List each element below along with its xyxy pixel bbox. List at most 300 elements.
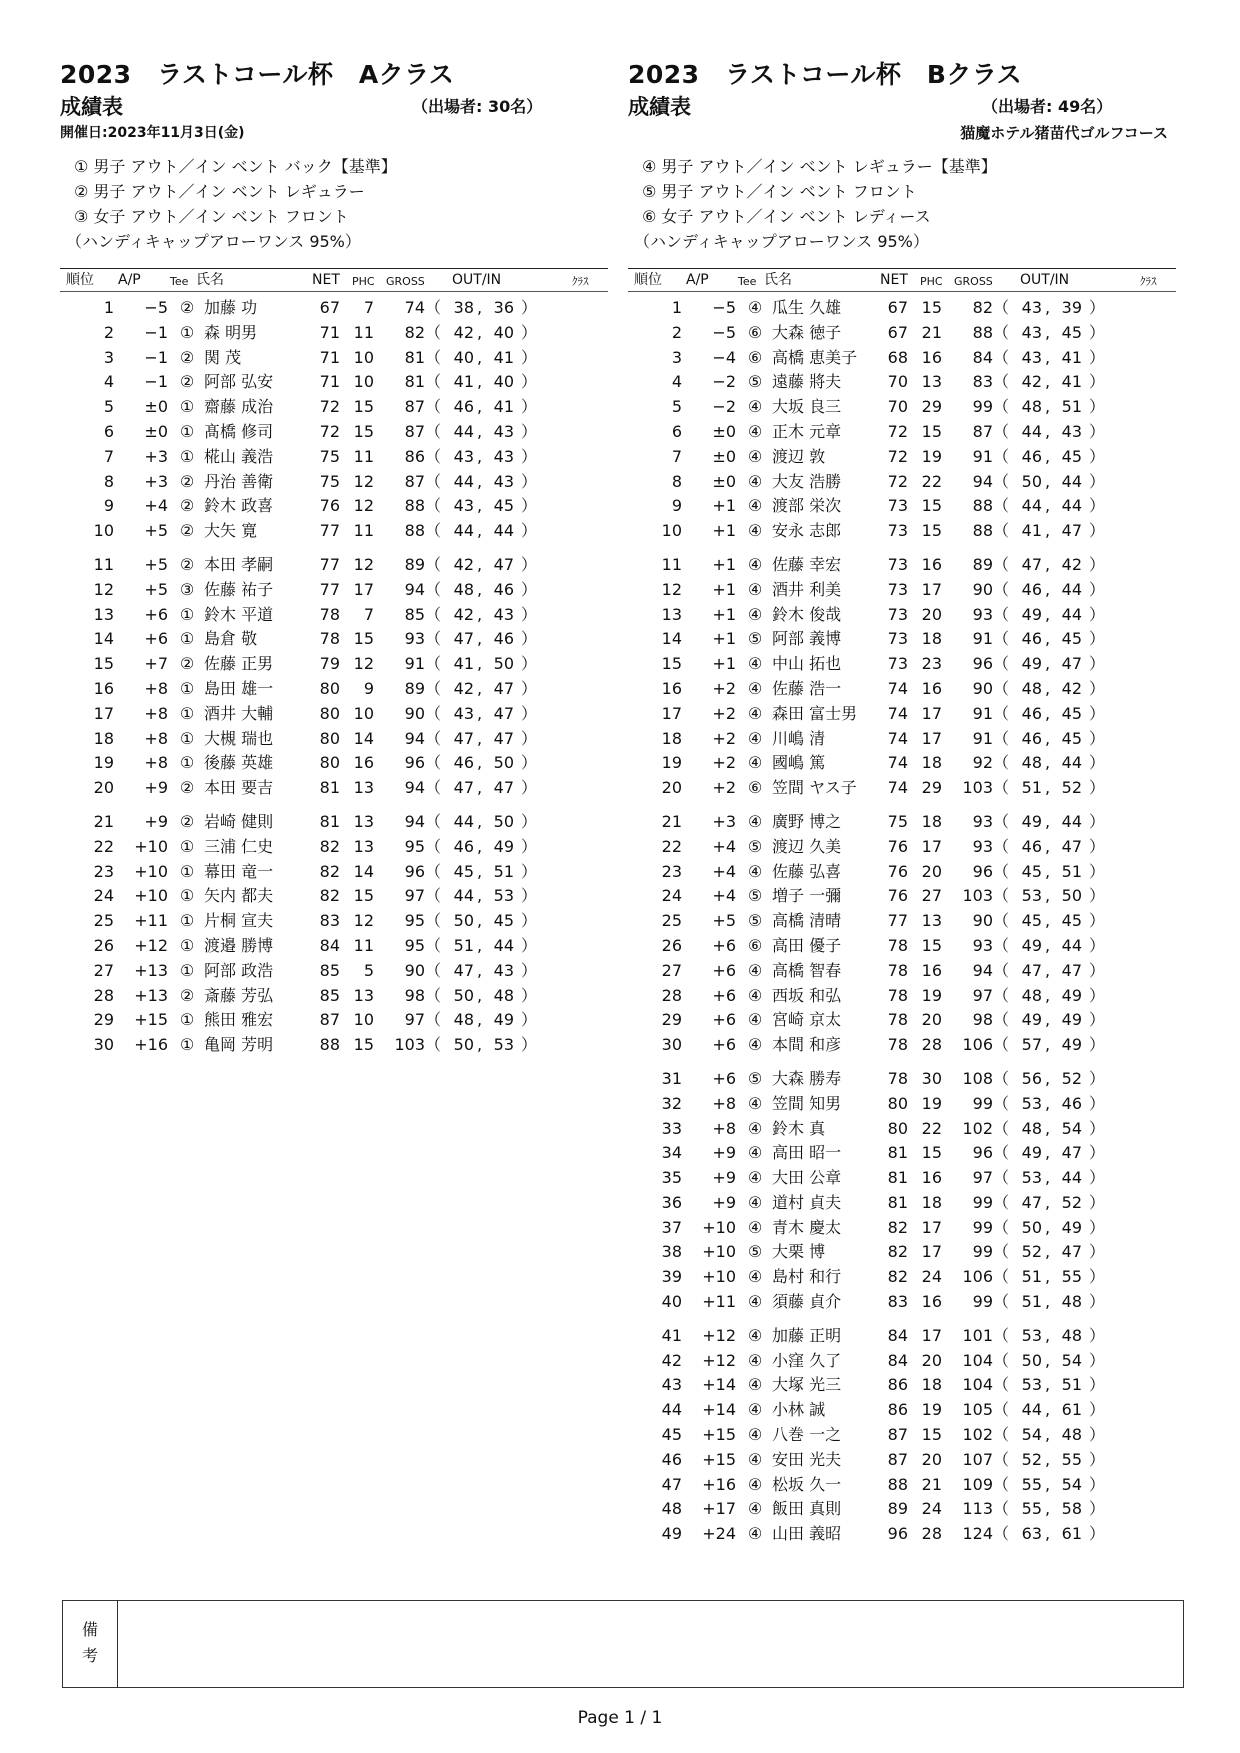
out-cell: 42 [1021, 372, 1042, 392]
net-cell: 73 [887, 521, 908, 541]
header-outin: OUT/IN [452, 272, 502, 288]
tee-cell: ② [179, 298, 195, 317]
phc-cell: 10 [353, 372, 374, 392]
gross-cell: 103 [962, 886, 993, 906]
net-cell: 74 [887, 778, 908, 798]
gross-cell: 94 [404, 579, 425, 599]
out-cell: 48 [1021, 678, 1042, 698]
phc-cell: 16 [353, 753, 374, 773]
out-cell: 43 [453, 703, 474, 723]
tee-cell: ① [179, 629, 195, 649]
rank-cell: 8 [671, 471, 682, 491]
net-cell: 77 [319, 554, 340, 574]
page-number: Page 1 / 1 [577, 1708, 663, 1728]
comma: , [1045, 322, 1051, 342]
close-paren: ） [521, 579, 538, 599]
table-row [628, 959, 1176, 984]
in-cell: 44 [1061, 1168, 1082, 1188]
open-paren: （ [425, 911, 442, 931]
in-cell: 46 [493, 579, 514, 599]
comma: , [1045, 985, 1051, 1005]
out-cell: 42 [453, 322, 474, 342]
comma: , [1045, 1168, 1051, 1188]
gross-cell: 99 [972, 1192, 993, 1212]
header-net: NET [312, 272, 340, 288]
close-paren: ） [1089, 1217, 1106, 1237]
rank-cell: 47 [661, 1474, 682, 1494]
net-cell: 96 [887, 1524, 908, 1544]
ap-cell: +1 [712, 654, 736, 674]
gross-cell: 98 [972, 1010, 993, 1030]
net-cell: 72 [887, 471, 908, 491]
name-cell: 大坂 良三 [772, 397, 842, 417]
ap-cell: +12 [702, 1325, 736, 1345]
comma: , [477, 678, 483, 698]
close-paren: ） [1089, 703, 1106, 723]
name-cell: 岩崎 健則 [204, 811, 274, 831]
comma: , [1045, 886, 1051, 906]
net-cell: 76 [887, 886, 908, 906]
rank-cell: 10 [93, 521, 114, 541]
name-cell: 三浦 仁史 [204, 836, 274, 856]
close-paren: ） [1089, 1068, 1106, 1088]
rank-cell: 17 [93, 703, 114, 723]
comma: , [1045, 1350, 1051, 1370]
open-paren: （ [993, 322, 1010, 342]
phc-cell: 19 [921, 1093, 942, 1113]
out-cell: 46 [1021, 629, 1042, 649]
comma: , [1045, 397, 1051, 417]
table-row [628, 1067, 1176, 1092]
ap-cell: +2 [712, 678, 736, 698]
comma: , [1045, 1499, 1051, 1519]
rank-cell: 17 [661, 703, 682, 723]
phc-cell: 29 [921, 397, 942, 417]
rank-cell: 40 [661, 1292, 682, 1312]
open-paren: （ [425, 960, 442, 980]
open-paren: （ [993, 1267, 1010, 1287]
out-cell: 48 [1021, 753, 1042, 773]
tee-cell: ④ [747, 521, 763, 541]
phc-cell: 7 [363, 604, 374, 624]
in-cell: 48 [1061, 1425, 1082, 1445]
gross-cell: 94 [404, 778, 425, 798]
net-cell: 75 [319, 471, 340, 491]
in-cell: 36 [493, 298, 514, 317]
header-phc: PHC [352, 275, 375, 288]
net-cell: 87 [319, 1010, 340, 1030]
table-row [60, 519, 608, 544]
net-cell: 83 [319, 911, 340, 931]
tee-cell: ⑤ [747, 372, 763, 392]
in-cell: 47 [493, 554, 514, 574]
ap-cell: +14 [702, 1375, 736, 1395]
table-row [628, 652, 1176, 677]
out-cell: 50 [453, 985, 474, 1005]
comma: , [1045, 1400, 1051, 1420]
close-paren: ） [521, 985, 538, 1005]
phc-cell: 22 [921, 471, 942, 491]
rank-cell: 49 [661, 1524, 682, 1544]
comma: , [1045, 753, 1051, 773]
table-row [60, 835, 608, 860]
ap-cell: +16 [134, 1035, 168, 1055]
net-cell: 78 [887, 1068, 908, 1088]
comma: , [1045, 1425, 1051, 1445]
net-cell: 81 [319, 811, 340, 831]
ap-cell: +9 [144, 811, 168, 831]
phc-cell: 20 [921, 861, 942, 881]
name-cell: 関 茂 [204, 347, 242, 367]
gross-cell: 95 [404, 935, 425, 955]
close-paren: ） [1089, 1499, 1106, 1519]
net-cell: 67 [319, 298, 340, 317]
phc-cell: 12 [353, 911, 374, 931]
tee-cell: ④ [747, 811, 763, 831]
ap-cell: +17 [702, 1499, 736, 1519]
out-cell: 48 [453, 579, 474, 599]
net-cell: 84 [319, 935, 340, 955]
out-cell: 63 [1021, 1524, 1042, 1544]
name-cell: 高橋 恵美子 [772, 347, 858, 367]
open-paren: （ [425, 985, 442, 1005]
table-row [628, 1398, 1176, 1423]
net-cell: 75 [887, 811, 908, 831]
ap-cell: +16 [702, 1474, 736, 1494]
in-cell: 58 [1061, 1499, 1082, 1519]
rank-cell: 28 [661, 985, 682, 1005]
comma: , [477, 836, 483, 856]
phc-cell: 17 [921, 703, 942, 723]
net-cell: 81 [319, 778, 340, 798]
net-cell: 84 [887, 1350, 908, 1370]
net-cell: 71 [319, 347, 340, 367]
open-paren: （ [993, 1350, 1010, 1370]
name-cell: 阿部 弘安 [204, 372, 274, 392]
name-cell: 大矢 寛 [204, 521, 258, 541]
close-paren: ） [521, 554, 538, 574]
close-paren: ） [521, 421, 538, 441]
open-paren: （ [425, 421, 442, 441]
ap-cell: +3 [712, 811, 736, 831]
tee-cell: ① [179, 861, 195, 881]
header-class: ｸﾗｽ [572, 275, 589, 288]
out-cell: 53 [1021, 1375, 1042, 1395]
comma: , [1045, 1035, 1051, 1055]
table-row [628, 984, 1176, 1009]
phc-cell: 18 [921, 753, 942, 773]
out-cell: 50 [1021, 471, 1042, 491]
in-cell: 44 [1061, 579, 1082, 599]
out-cell: 47 [453, 728, 474, 748]
in-cell: 47 [1061, 960, 1082, 980]
rank-cell: 30 [661, 1035, 682, 1055]
gross-cell: 99 [972, 397, 993, 417]
name-cell: 松坂 久一 [772, 1474, 842, 1494]
ap-cell: +3 [144, 446, 168, 466]
table-row [60, 702, 608, 727]
phc-cell: 24 [921, 1499, 942, 1519]
phc-cell: 15 [353, 397, 374, 417]
out-cell: 57 [1021, 1035, 1042, 1055]
in-cell: 44 [1061, 811, 1082, 831]
name-cell: 山田 義昭 [772, 1524, 842, 1544]
ap-cell: +1 [712, 579, 736, 599]
close-paren: ） [521, 836, 538, 856]
open-paren: （ [425, 678, 442, 698]
class-b-panel [628, 58, 1176, 1547]
phc-cell: 13 [353, 778, 374, 798]
table-row [628, 370, 1176, 395]
rank-cell: 39 [661, 1267, 682, 1287]
tee-cell: ① [179, 1035, 195, 1055]
out-cell: 51 [1021, 1267, 1042, 1287]
net-cell: 88 [887, 1474, 908, 1494]
comma: , [477, 886, 483, 906]
comma: , [1045, 1118, 1051, 1138]
phc-cell: 19 [921, 1400, 942, 1420]
handicap-note: （ハンディキャップアローワンス 95%） [634, 232, 929, 251]
phc-cell: 18 [921, 811, 942, 831]
in-cell: 44 [1061, 935, 1082, 955]
comma: , [1045, 521, 1051, 541]
in-cell: 50 [1061, 886, 1082, 906]
open-paren: （ [993, 1217, 1010, 1237]
close-paren: ） [521, 811, 538, 831]
rank-cell: 11 [661, 554, 682, 574]
close-paren: ） [521, 446, 538, 466]
out-cell: 48 [1021, 985, 1042, 1005]
name-cell: 笠間 知男 [772, 1093, 842, 1113]
open-paren: （ [993, 471, 1010, 491]
close-paren: ） [521, 654, 538, 674]
gross-cell: 91 [972, 629, 993, 649]
name-cell: 本田 孝嗣 [204, 554, 274, 574]
name-cell: 丹治 善衛 [204, 471, 274, 491]
tee-cell: ④ [747, 604, 763, 624]
in-cell: 53 [493, 886, 514, 906]
net-cell: 70 [887, 372, 908, 392]
close-paren: ） [1089, 836, 1106, 856]
open-paren: （ [425, 629, 442, 649]
table-row [628, 445, 1176, 470]
comma: , [477, 811, 483, 831]
table-row [60, 370, 608, 395]
ap-cell: ±0 [712, 446, 736, 466]
tee-cell: ④ [747, 1499, 763, 1519]
phc-cell: 7 [363, 298, 374, 317]
table-row [628, 494, 1176, 519]
name-cell: 森田 富士男 [772, 703, 858, 723]
name-cell: 島倉 敬 [204, 629, 258, 649]
phc-cell: 18 [921, 1192, 942, 1212]
ap-cell: +8 [712, 1093, 736, 1113]
open-paren: （ [993, 1499, 1010, 1519]
name-cell: 八巻 一之 [772, 1425, 842, 1445]
open-paren: （ [993, 1375, 1010, 1395]
gross-cell: 88 [972, 322, 993, 342]
comma: , [1045, 347, 1051, 367]
open-paren: （ [425, 778, 442, 798]
in-cell: 43 [493, 446, 514, 466]
gross-cell: 91 [972, 446, 993, 466]
table-row [628, 627, 1176, 652]
rank-cell: 37 [661, 1217, 682, 1237]
phc-cell: 20 [921, 604, 942, 624]
close-paren: ） [521, 298, 538, 317]
rank-cell: 24 [93, 886, 114, 906]
comma: , [1045, 421, 1051, 441]
gross-cell: 105 [962, 1400, 993, 1420]
remarks-label-char: 考 [81, 1646, 98, 1665]
table-row [60, 470, 608, 495]
tee-cell: ② [179, 554, 195, 574]
class-b-tee-list [634, 154, 1176, 264]
ap-cell: +13 [134, 985, 168, 1005]
class-b-subtitle: 成績表 [628, 95, 691, 119]
rank-cell: 36 [661, 1192, 682, 1212]
open-paren: （ [993, 985, 1010, 1005]
net-cell: 78 [887, 960, 908, 980]
phc-cell: 21 [921, 322, 942, 342]
tee-cell: ④ [747, 1449, 763, 1469]
tee-cell: ⑤ [747, 911, 763, 931]
table-row [60, 445, 608, 470]
comma: , [1045, 1093, 1051, 1113]
phc-cell: 21 [921, 1474, 942, 1494]
table-row [60, 909, 608, 934]
open-paren: （ [425, 521, 442, 541]
gross-cell: 89 [404, 678, 425, 698]
tee-cell: ② [179, 496, 195, 516]
phc-cell: 13 [921, 911, 942, 931]
table-row [60, 776, 608, 801]
net-cell: 80 [887, 1118, 908, 1138]
open-paren: （ [425, 298, 442, 317]
table-row [628, 1117, 1176, 1142]
tee-cell: ⑤ [747, 1068, 763, 1088]
tee-cell: ④ [747, 1292, 763, 1312]
in-cell: 44 [493, 935, 514, 955]
table-row [628, 1324, 1176, 1349]
phc-cell: 9 [363, 678, 374, 698]
phc-cell: 17 [921, 1217, 942, 1237]
phc-cell: 13 [353, 985, 374, 1005]
ap-cell: −1 [144, 372, 168, 392]
tee-cell: ③ [179, 579, 195, 599]
in-cell: 41 [1061, 347, 1082, 367]
gross-cell: 85 [404, 604, 425, 624]
open-paren: （ [993, 1143, 1010, 1163]
net-cell: 77 [319, 521, 340, 541]
gross-cell: 96 [972, 654, 993, 674]
comma: , [1045, 911, 1051, 931]
phc-cell: 27 [921, 886, 942, 906]
ap-cell: +5 [712, 911, 736, 931]
tee-cell: ④ [747, 1474, 763, 1494]
gross-cell: 103 [962, 778, 993, 798]
table-row [60, 578, 608, 603]
close-paren: ） [1089, 1292, 1106, 1312]
in-cell: 44 [493, 521, 514, 541]
open-paren: （ [425, 935, 442, 955]
in-cell: 41 [1061, 372, 1082, 392]
tee-item: ② 男子 アウト／イン ベント レギュラー [74, 182, 365, 201]
in-cell: 43 [1061, 421, 1082, 441]
name-cell: 須藤 貞介 [772, 1292, 842, 1312]
phc-cell: 17 [921, 1242, 942, 1262]
in-cell: 40 [493, 322, 514, 342]
table-row [60, 959, 608, 984]
name-cell: 酒井 利美 [772, 579, 842, 599]
in-cell: 47 [1061, 654, 1082, 674]
table-row [628, 1166, 1176, 1191]
comma: , [1045, 1267, 1051, 1287]
net-cell: 78 [319, 629, 340, 649]
comma: , [477, 421, 483, 441]
comma: , [477, 753, 483, 773]
table-row [60, 395, 608, 420]
out-cell: 46 [1021, 579, 1042, 599]
name-cell: 齋藤 成治 [204, 397, 274, 417]
out-cell: 46 [1021, 836, 1042, 856]
out-cell: 46 [1021, 728, 1042, 748]
out-cell: 42 [453, 604, 474, 624]
in-cell: 51 [1061, 861, 1082, 881]
phc-cell: 12 [353, 554, 374, 574]
name-cell: 國嶋 篤 [772, 753, 826, 773]
close-paren: ） [1089, 654, 1106, 674]
tee-cell: ④ [747, 985, 763, 1005]
out-cell: 44 [453, 471, 474, 491]
rank-cell: 20 [93, 778, 114, 798]
table-row [60, 603, 608, 628]
net-cell: 76 [319, 496, 340, 516]
close-paren: ） [521, 1010, 538, 1030]
table-row [60, 494, 608, 519]
table-row [628, 519, 1176, 544]
table-row [628, 810, 1176, 835]
table-row [60, 627, 608, 652]
name-cell: 廣野 博之 [772, 811, 842, 831]
out-cell: 48 [1021, 397, 1042, 417]
rank-cell: 20 [661, 778, 682, 798]
tee-cell: ④ [747, 579, 763, 599]
table-row [628, 321, 1176, 346]
phc-cell: 23 [921, 654, 942, 674]
in-cell: 51 [1061, 397, 1082, 417]
net-cell: 84 [887, 1325, 908, 1345]
close-paren: ） [521, 322, 538, 342]
close-paren: ） [1089, 1350, 1106, 1370]
rank-cell: 5 [671, 397, 682, 417]
out-cell: 44 [453, 886, 474, 906]
name-cell: 高田 優子 [772, 935, 842, 955]
close-paren: ） [521, 347, 538, 367]
in-cell: 45 [1061, 728, 1082, 748]
rank-cell: 3 [671, 347, 682, 367]
in-cell: 47 [493, 728, 514, 748]
open-paren: （ [993, 521, 1010, 541]
name-cell: 西坂 和弘 [772, 985, 842, 1005]
tee-cell: ④ [747, 1425, 763, 1445]
phc-cell: 16 [921, 1292, 942, 1312]
rank-cell: 13 [93, 604, 114, 624]
table-row [628, 603, 1176, 628]
tee-cell: ④ [747, 703, 763, 723]
out-cell: 49 [1021, 604, 1042, 624]
gross-cell: 103 [394, 1035, 425, 1055]
